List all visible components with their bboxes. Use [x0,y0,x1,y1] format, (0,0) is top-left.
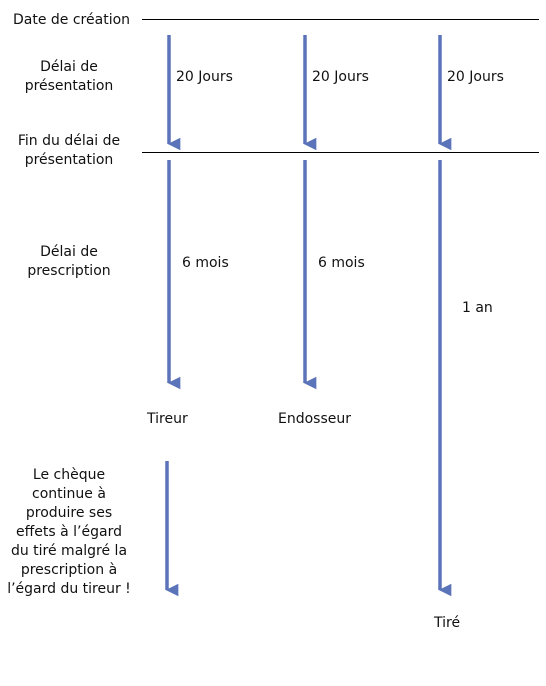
cheque-note-line-6: prescription à [20,562,118,578]
delai-prescription-line-2: prescription [27,263,111,279]
fin-delai-line-1: Fin du délai de [17,133,121,149]
col2-prescription-duration: 6 mois [318,255,365,271]
col1-prescription-duration: 6 mois [182,255,229,271]
delai-presentation-line-1: Délai de [40,59,98,75]
delai-prescription-line-1: Délai de [40,244,98,260]
cheque-note-line-2: continue à [32,486,106,502]
col3-presentation-duration: 20 Jours [447,69,504,85]
cheque-note-line-5: du tiré malgré la [10,543,128,559]
date-creation-label: Date de création [13,12,131,28]
col2-presentation-duration: 20 Jours [312,69,369,85]
cheque-note-line-3: produire ses [25,505,113,521]
fin-delai-line-2: présentation [24,152,114,168]
col1-presentation-duration: 20 Jours [176,69,233,85]
cheque-note-line-7: l’égard du tireur ! [7,581,131,597]
cheque-note-line-1: Le chèque [32,467,106,483]
party-tireur: Tireur [147,411,188,427]
delai-presentation-line-2: présentation [24,78,114,94]
col3-prescription-duration: 1 an [462,300,493,316]
party-endosseur: Endosseur [278,411,352,427]
party-tire: Tiré [434,615,461,631]
cheque-note-line-4: effets à l’égard [16,524,122,540]
